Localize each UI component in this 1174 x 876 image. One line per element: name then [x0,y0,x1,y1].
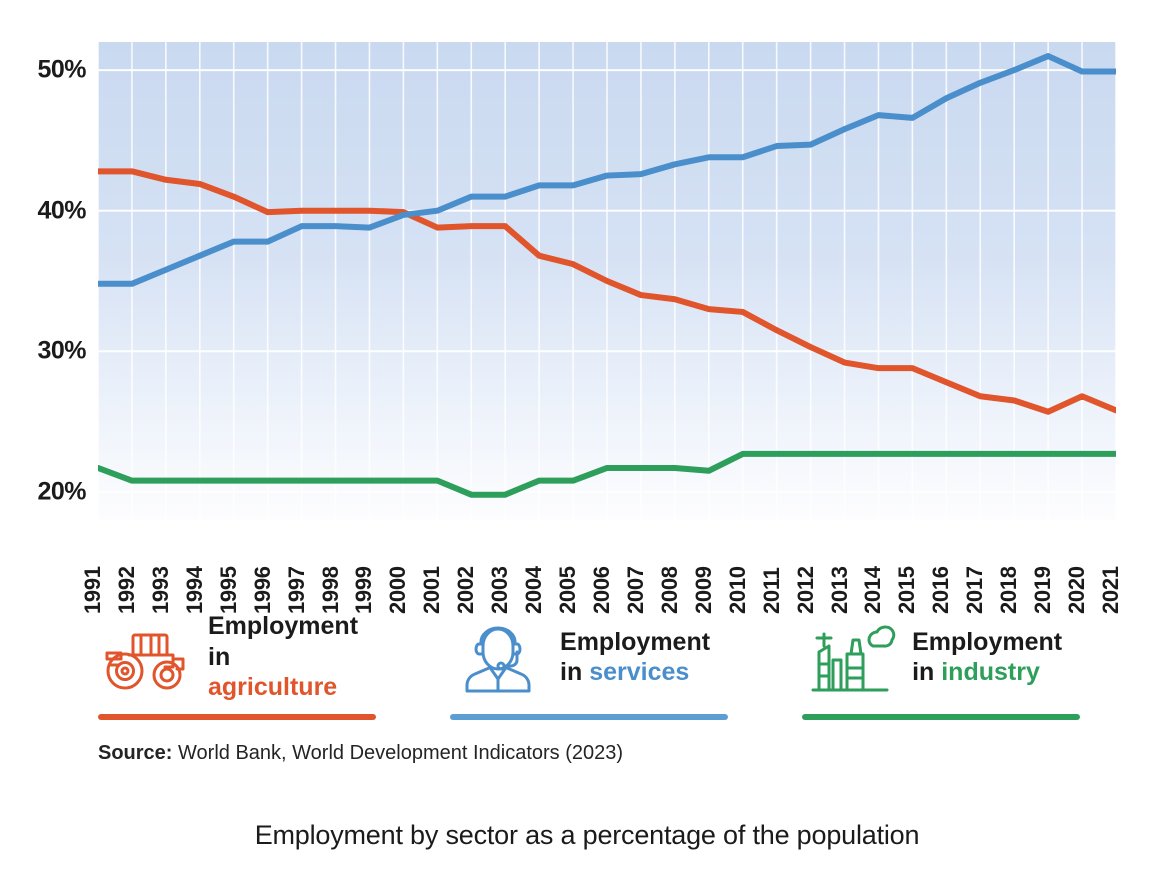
legend-line2-accent-agriculture: agriculture [208,673,338,702]
x-tick-label: 1993 [147,566,173,614]
legend-label-services [560,627,710,688]
x-tick-label: 2001 [419,566,445,614]
legend-line2-prefix-services: in [560,658,590,686]
x-tick-label: 1997 [283,566,309,614]
legend-line1-agriculture: Employment [208,612,359,641]
x-tick-label: 2009 [690,566,716,614]
legend-label-industry [912,627,1062,688]
y-tick-label: 50% [37,55,86,84]
legend-underline-industry [802,714,1080,720]
y-tick-label: 20% [37,477,86,506]
x-tick-label: 1994 [181,566,207,614]
legend-underline-services [450,714,728,720]
chart-caption: Employment by sector as a percentage of the population [254,820,920,850]
series-lines [98,42,1116,520]
source-note [98,742,623,765]
legend-line1-industry: Employment [912,627,1063,656]
x-tick-label: 1992 [113,566,139,614]
y-tick-label: 30% [37,336,86,365]
x-tick-label: 2018 [996,566,1022,614]
x-tick-label: 1996 [249,566,275,614]
x-tick-label: 1998 [317,566,343,614]
tractor-icon [98,620,194,694]
x-tick-label: 2017 [962,566,988,614]
x-tick-label: 1991 [80,566,105,614]
legend-line2-accent-industry: industry [941,658,1040,686]
legend-item-services[interactable] [450,618,710,720]
x-tick-label: 2008 [656,566,682,614]
x-axis-tick-labels [80,528,1123,614]
service-agent-icon [450,620,546,694]
x-tick-label: 2010 [724,566,750,614]
x-tick-label: 2013 [826,566,852,614]
x-tick-label: 2000 [385,566,411,614]
x-tick-label: 1999 [351,566,377,614]
x-tick-label: 2011 [758,567,784,614]
x-tick-label: 2006 [589,566,614,614]
x-tick-label: 2019 [1030,566,1056,614]
x-tick-label: 2014 [860,566,886,614]
x-tick-label: 2003 [487,566,513,614]
legend-label-agriculture [208,611,358,703]
x-tick-label: 2016 [928,566,954,614]
y-tick-label: 40% [37,196,86,225]
legend-underline-agriculture [98,714,376,720]
x-tick-label: 2020 [1064,566,1090,614]
x-tick-label: 2015 [894,566,920,614]
x-tick-label: 2004 [521,566,547,614]
legend-line2-prefix-industry: in [912,658,942,686]
chart-legend [98,612,1116,720]
x-tick-label: 2007 [622,566,648,614]
legend-line2-accent-services: services [589,658,690,686]
x-tick-label: 2002 [453,566,479,614]
source-text: World Bank, World Development Indicators (2023) [172,742,624,764]
legend-line1-services: Employment [560,627,711,656]
factory-icon [802,620,898,694]
legend-item-agriculture[interactable] [98,612,359,720]
plot-area [98,42,1116,520]
legend-item-industry[interactable] [802,618,1062,720]
x-tick-label: 1995 [215,566,241,614]
source-label: Source: [98,742,173,764]
x-tick-label: 2021 [1098,566,1123,614]
x-tick-label: 2005 [555,566,581,614]
x-tick-label: 2012 [792,566,818,614]
legend-line2-prefix-agriculture: in [208,642,231,671]
